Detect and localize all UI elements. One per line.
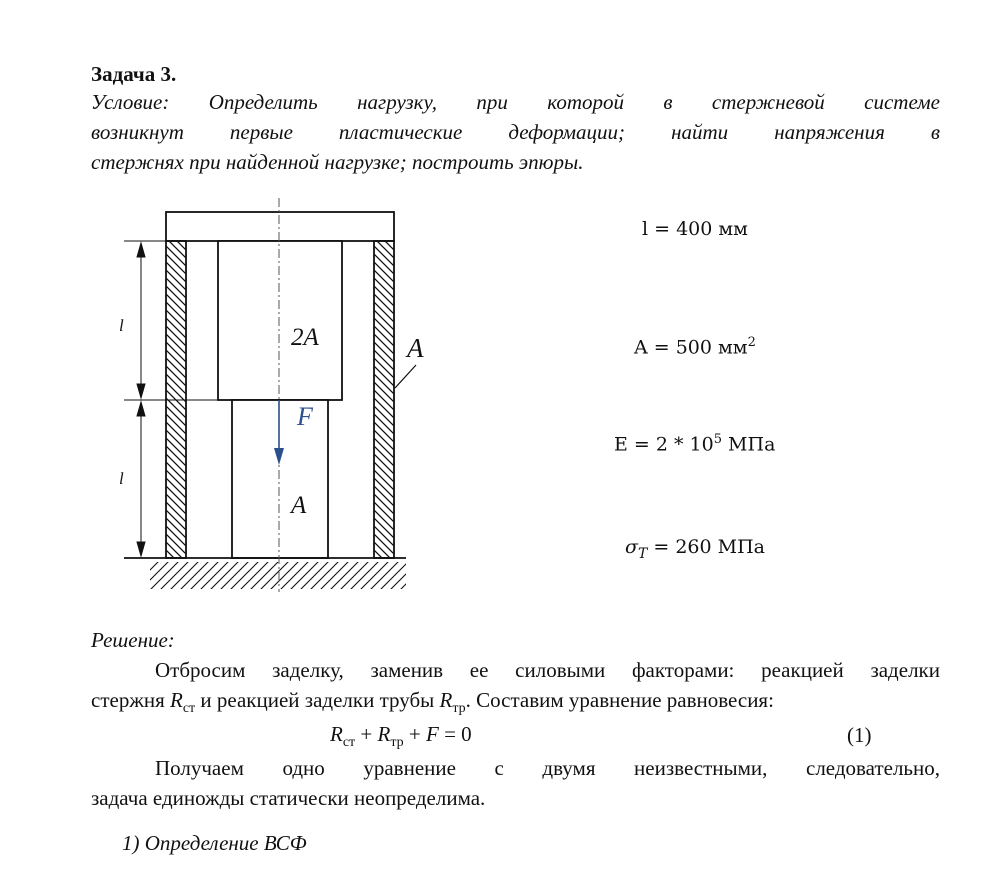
solution-text-line: Получаем одно уравнение с двумя неизвестными, следовательно, (155, 756, 940, 780)
text-span: и реакцией заделки трубы (195, 688, 440, 712)
solution-heading: Решение: (91, 628, 175, 652)
text-span: стержня (91, 688, 170, 712)
task-title: Задача 3. (91, 62, 177, 86)
dimension-upper (137, 243, 145, 398)
section-heading: 1) Определение ВСФ (122, 831, 307, 855)
r-symbol: R (377, 722, 391, 746)
sigma-symbol: σ (625, 536, 638, 558)
dimension-lower (137, 402, 145, 556)
r-symbol: R (330, 722, 343, 746)
tube-right-wall (374, 241, 394, 558)
given-modulus (614, 428, 775, 456)
subscript: тр (390, 735, 404, 751)
condition-line: стержнях при найденной нагрузке; построить эпюры. (91, 150, 584, 174)
plus: + (403, 722, 426, 746)
yield-value: = 260 МПа (647, 536, 765, 558)
solution-text-line: Отбросим заделку, заменив ее силовыми факторами: реакцией заделки (155, 658, 940, 682)
modulus-unit: МПа (722, 433, 776, 456)
upper-rod (218, 241, 342, 400)
sigma-subscript: T (637, 545, 648, 562)
upper-rod-area-label: 2A (291, 324, 319, 351)
r-symbol: R (169, 688, 183, 712)
area-value: A = 500 мм (634, 336, 748, 359)
equals-zero: = 0 (438, 722, 472, 746)
given-length: l = 400 мм (642, 218, 748, 240)
condition-line: Условие: Определить нагрузку, при которой в стержневой системе (91, 90, 940, 114)
r-symbol: R (439, 688, 453, 712)
condition-line: возникнут первые пластические деформации; найти напряжения в (91, 120, 940, 144)
modulus-value: E = 2 * 10 (614, 433, 714, 456)
subscript: ст (342, 735, 356, 751)
equation-number: (1) (847, 723, 872, 747)
area-exponent: 2 (747, 335, 756, 350)
subscript: ст (182, 701, 196, 717)
lower-rod (232, 400, 328, 558)
subscript: тр (452, 701, 466, 717)
ground-hatch (150, 559, 406, 590)
solution-text-line (91, 688, 774, 721)
length-label-upper: l (119, 316, 124, 335)
given-area (634, 331, 756, 359)
tube-area-label: A (407, 333, 424, 363)
modulus-exponent: 5 (713, 432, 722, 447)
lower-rod-area-label: A (291, 492, 307, 519)
tube-leader-line (395, 365, 416, 388)
f-symbol: F (425, 722, 439, 746)
equilibrium-equation (330, 722, 472, 755)
plus: + (355, 722, 378, 746)
solution-text-line: задача единожды статически неопределима. (91, 786, 486, 810)
force-label: F (297, 402, 313, 431)
top-plate (166, 212, 394, 241)
text-span: . Составим уравнение равновесия: (465, 688, 774, 712)
length-label-lower: l (119, 469, 124, 488)
given-yield-stress (625, 535, 765, 566)
